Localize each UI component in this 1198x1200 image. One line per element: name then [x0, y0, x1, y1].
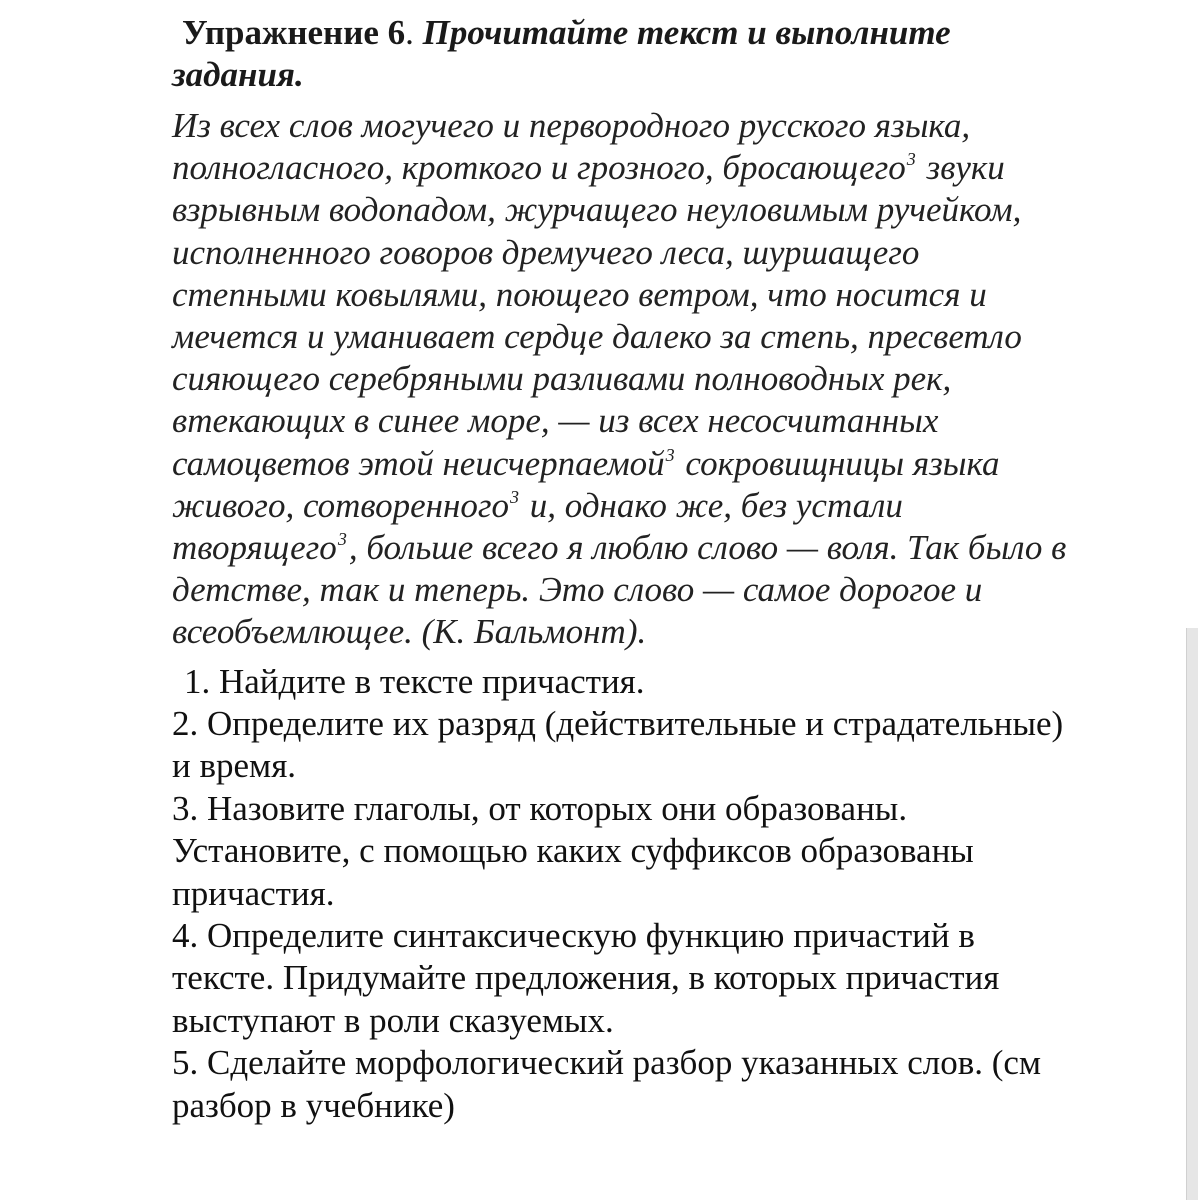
passage-line: сияющего серебряными разливами полноводных рек, [172, 359, 952, 399]
exercise-label: Упражнение 6 [182, 13, 406, 52]
task-line: причастия. [172, 873, 335, 913]
task-line: 4. Определите синтаксическую функцию причастий в [172, 916, 975, 956]
passage-line: всеобъемлющее. (К. Бальмонт). [172, 612, 647, 652]
passage-line: втекающих в синее море, — из всех несосчитанных [172, 401, 939, 441]
passage-line: живого, сотворенного$^3$ и, однако же, без устали [172, 485, 903, 525]
passage-line: мечется и уманивает сердце далеко за степь, пресветло [172, 317, 1022, 357]
passage-line: самоцветов этой неисчерпаемой$^3$ сокровищницы языка [172, 443, 1000, 483]
passage-line: творящего$^3$, больше всего я люблю слово — воля. Так было в [172, 528, 1067, 568]
task-list [172, 661, 1172, 1127]
task-line: 1. Найдите в тексте причастия. [184, 661, 645, 701]
task-line: тексте. Придумайте предложения, в которых причастия [172, 958, 1000, 998]
exercise-separator: . [405, 13, 414, 52]
task-line: 3. Назовите глаголы, от которых они образованы. [172, 788, 908, 828]
footnote-mark: 3 [337, 529, 347, 550]
footnote-mark: 3 [665, 444, 675, 465]
passage-line: исполненного говоров дремучего леса, шуршащего [172, 232, 920, 272]
literary-passage [172, 105, 1172, 654]
exercise-instruction: Прочитайте текст и выполните [422, 13, 951, 52]
task-line: 5. Сделайте морфологический разбор указанных слов. (см [172, 1043, 1042, 1083]
document-page [172, 12, 1172, 1127]
task-line: 2. Определите их разряд (действительные и страдательные) [172, 704, 1064, 744]
exercise-heading [172, 12, 1172, 96]
task-line: Установите, с помощью каких суффиксов образованы [172, 831, 974, 871]
passage-line: полногласного, кроткого и грозного, бросающего$^3$ звуки [172, 148, 1005, 188]
footnote-mark: 3 [510, 486, 520, 507]
passage-line: детстве, так и теперь. Это слово — самое дорогое и [172, 570, 983, 610]
task-line: выступают в роли сказуемых. [172, 1000, 614, 1040]
footnote-mark: 3 [906, 149, 916, 170]
passage-line: взрывным водопадом, журчащего неуловимым ручейком, [172, 190, 1022, 230]
passage-line: степными ковылями, поющего ветром, что носится и [172, 274, 987, 314]
passage-line: Из всех слов могучего и первородного русского языка, [172, 106, 971, 145]
exercise-instruction-continued: задания. [172, 55, 304, 94]
vertical-scrollbar[interactable] [1186, 628, 1198, 1200]
task-line: разбор в учебнике) [172, 1085, 455, 1125]
task-line: и время. [172, 746, 297, 786]
